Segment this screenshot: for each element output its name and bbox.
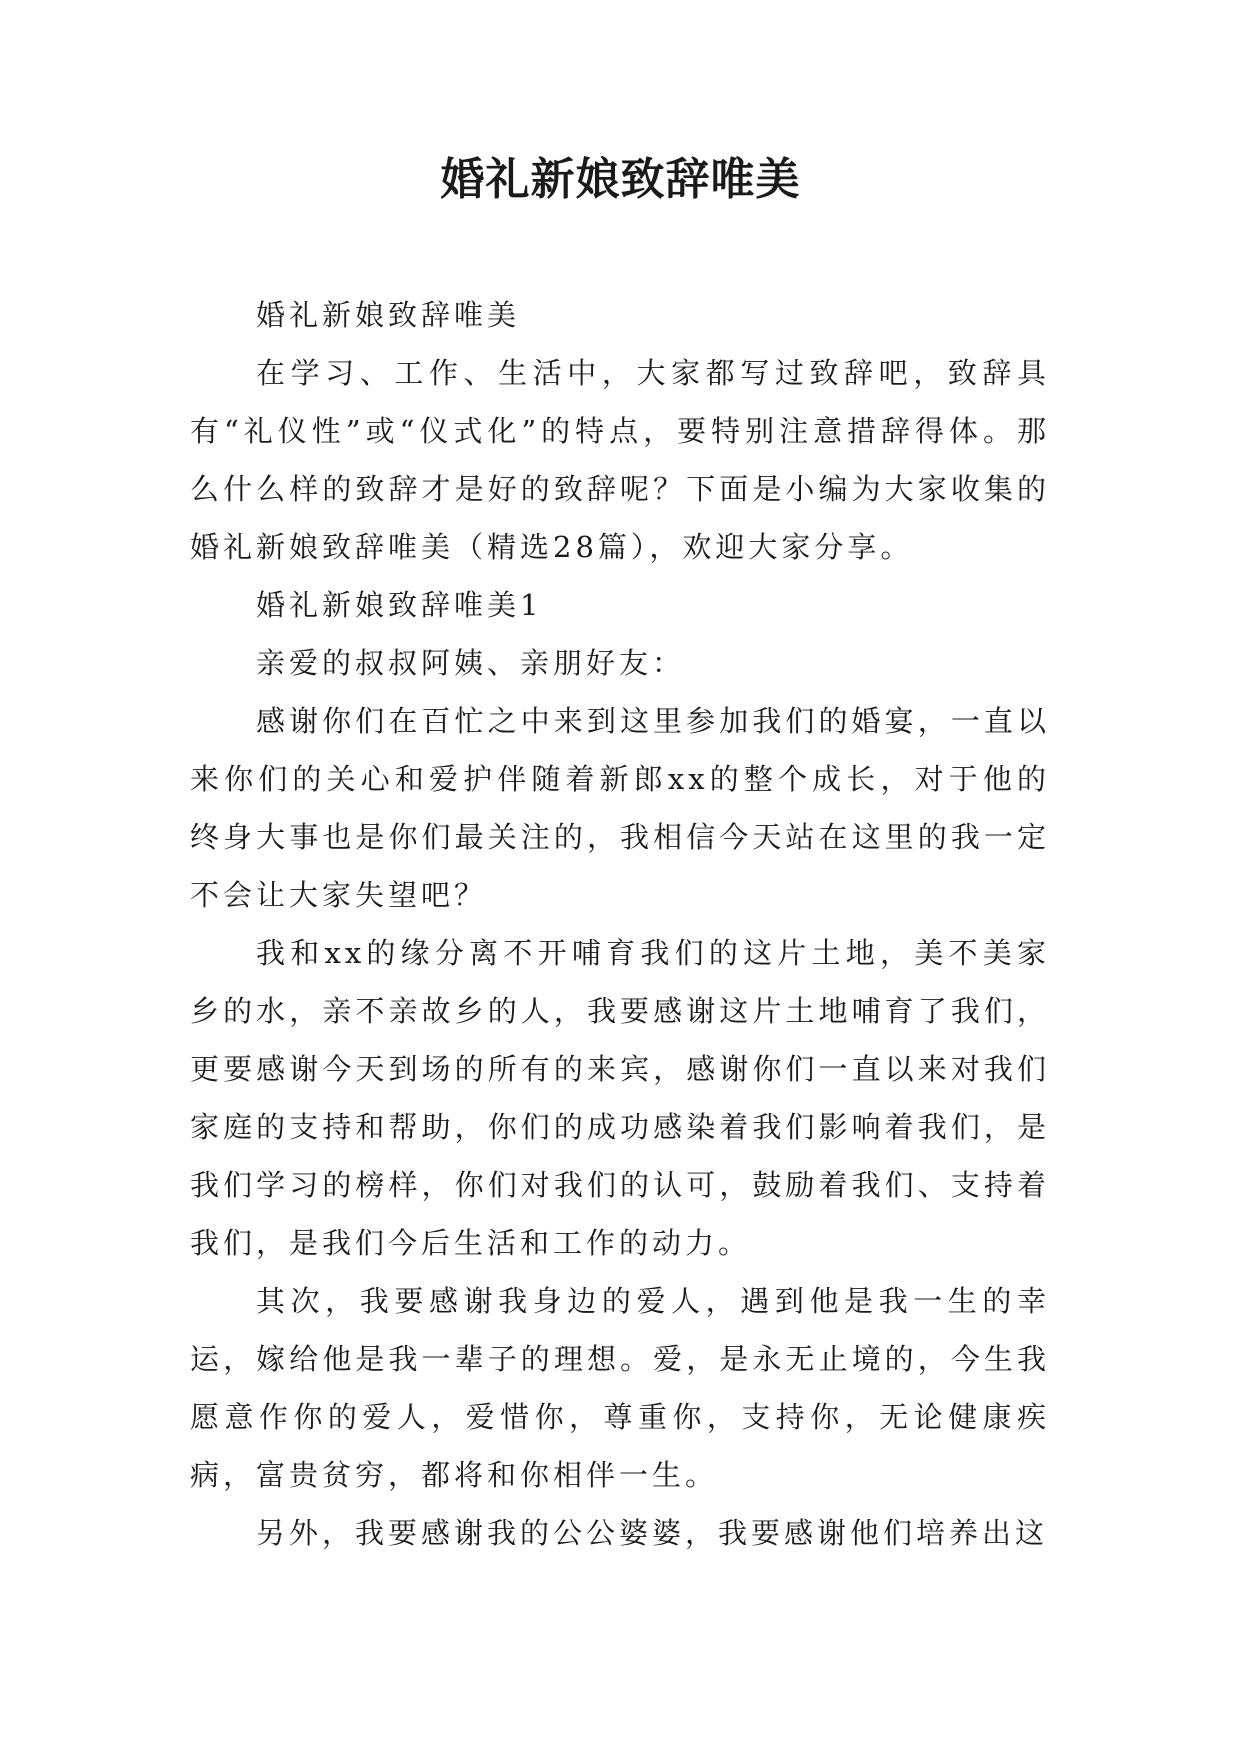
document-body <box>190 286 1050 1562</box>
intro-paragraph: 在学习、工作、生活中，大家都写过致辞吧，致辞具有“礼仪性”或“仪式化”的特点，要特别注意措辞得体。那么什么样的致辞才是好的致辞呢？下面是小编为大家收集的婚礼新娘致辞唯美（精选28篇），欢迎大家分享。 <box>190 356 1050 564</box>
salutation-paragraph: 亲爱的叔叔阿姨、亲朋好友： <box>256 646 686 680</box>
body-paragraph: 其次，我要感谢我身边的爱人，遇到他是我一生的幸运，嫁给他是我一辈子的理想。爱，是永无止境的，今生我愿意作你的爱人，爱惜你，尊重你，支持你，无论健康疾病，富贵贫穷，都将和你相伴一生。 <box>190 1284 1050 1492</box>
body-paragraph: 感谢你们在百忙之中来到这里参加我们的婚宴，一直以来你们的关心和爱护伴随着新郎xx的整个成长，对于他的终身大事也是你们最关注的，我相信今天站在这里的我一定不会让大家失望吧？ <box>190 704 1050 912</box>
body-paragraph: 另外，我要感谢我的公公婆婆，我要感谢他们培养出这 <box>256 1516 1049 1550</box>
subtitle-paragraph: 婚礼新娘致辞唯美 <box>256 298 521 332</box>
document-title: 婚礼新娘致辞唯美 <box>440 154 801 205</box>
body-paragraph: 我和xx的缘分离不开哺育我们的这片土地，美不美家乡的水，亲不亲故乡的人，我要感谢这片土地哺育了我们，更要感谢今天到场的所有的来宾，感谢你们一直以来对我们家庭的支持和帮助，你们的成功感染着我们影响着我们，是我们学习的榜样，你们对我们的认可，鼓励着我们、支持着我们，是我们今后生活和工作的动力。 <box>190 936 1050 1260</box>
section-heading: 婚礼新娘致辞唯美1 <box>256 588 543 622</box>
